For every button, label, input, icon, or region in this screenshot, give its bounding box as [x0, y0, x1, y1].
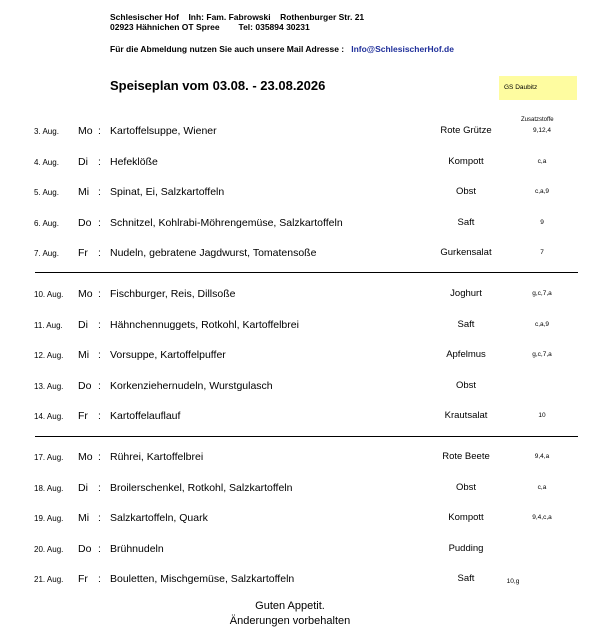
menu-row	[0, 125, 600, 145]
menu-colon: :	[98, 410, 101, 422]
menu-meal: Korkenziehernudeln, Wurstgulasch	[110, 379, 273, 392]
menu-colon: :	[98, 247, 101, 259]
menu-meal: Brühnudeln	[110, 542, 164, 555]
menu-date: 7. Aug.	[34, 249, 59, 258]
menu-row	[0, 156, 600, 176]
menu-row	[0, 288, 600, 308]
menu-weekday: Do	[78, 542, 92, 555]
menu-dessert: Obst	[455, 379, 477, 391]
menu-date: 18. Aug.	[34, 483, 64, 493]
menu-date: 10. Aug.	[34, 290, 64, 299]
menu-colon: :	[98, 318, 101, 331]
menu-weekday: Di	[78, 481, 88, 494]
menu-weekday: Mo	[78, 288, 93, 300]
menu-colon: :	[98, 451, 101, 463]
menu-date: 3. Aug.	[34, 127, 59, 136]
menu-colon: :	[98, 125, 101, 137]
restaurant-street: Rothenburger Str. 21	[280, 12, 365, 22]
menu-meal: Rührei, Kartoffelbrei	[110, 451, 204, 463]
menu-date: 20. Aug.	[34, 544, 64, 554]
menu-dessert: Gurkensalat	[440, 247, 492, 258]
menu-row	[0, 186, 600, 206]
menu-additives: g,c,7,a	[532, 290, 552, 297]
menu-row	[0, 543, 600, 563]
menu-row	[0, 247, 600, 267]
menu-meal: Salzkartoffeln, Quark	[110, 512, 208, 524]
menu-weekday: Mo	[78, 125, 93, 137]
menu-weekday: Fr	[78, 573, 88, 585]
restaurant-name: Schlesischer Hof	[110, 12, 179, 22]
menu-date: 19. Aug.	[34, 514, 64, 523]
menu-colon: :	[98, 542, 101, 555]
menu-weekday: Fr	[78, 410, 88, 422]
menu-weekday: Mo	[78, 451, 93, 463]
menu-dessert: Joghurt	[450, 288, 482, 299]
menu-date: 12. Aug.	[34, 351, 64, 360]
menu-dessert: Apfelmus	[446, 349, 486, 360]
menu-date: 11. Aug.	[34, 320, 63, 330]
week-divider	[35, 272, 578, 273]
menu-date: 6. Aug.	[34, 218, 59, 228]
menu-meal: Hefeklöße	[110, 155, 158, 168]
menu-colon: :	[98, 379, 101, 392]
header-line-2	[110, 22, 310, 32]
menu-additives: c,a,9	[534, 188, 550, 195]
menu-weekday: Di	[78, 318, 88, 331]
mail-note: Für die Abmeldung nutzen Sie auch unsere Mail Adresse :	[110, 44, 345, 54]
menu-dessert: Saft	[457, 318, 475, 330]
menu-dessert: Obst	[455, 481, 477, 493]
menu-additives: c,a	[537, 483, 547, 491]
menu-additives: 10,g	[506, 578, 520, 585]
menu-dessert: Saft	[457, 573, 475, 584]
menu-meal: Bouletten, Mischgemüse, Salzkartoffeln	[110, 573, 295, 585]
menu-dessert: Rote Grütze	[440, 125, 492, 136]
week-divider	[35, 436, 578, 437]
menu-colon: :	[98, 288, 101, 300]
menu-additives: c,a	[537, 157, 547, 165]
menu-row	[0, 482, 600, 502]
menu-date: 13. Aug.	[34, 381, 64, 391]
zusatzstoffe-header: Zusatzstoffe	[521, 117, 554, 123]
menu-colon: :	[98, 349, 101, 361]
menu-colon: :	[98, 155, 101, 168]
menu-meal: Spinat, Ei, Salzkartoffeln	[110, 186, 225, 198]
menu-meal: Kartoffelsuppe, Wiener	[110, 125, 217, 137]
menu-row	[0, 217, 600, 237]
restaurant-phone: Tel: 035894 30231	[238, 22, 310, 32]
menu-colon: :	[98, 512, 101, 524]
menu-row	[0, 349, 600, 369]
menu-meal: Kartoffelauflauf	[110, 410, 181, 422]
restaurant-owner: Inh: Fam. Fabrowski	[188, 12, 271, 22]
menu-dessert: Krautsalat	[444, 410, 488, 421]
menu-weekday: Do	[78, 379, 92, 392]
menu-weekday: Di	[78, 155, 88, 168]
header-line-1	[110, 12, 364, 22]
menu-meal: Fischburger, Reis, Dillsoße	[110, 288, 236, 300]
menu-title: Speiseplan vom 03.08. - 23.08.2026	[110, 78, 326, 93]
menu-meal: Vorsuppe, Kartoffelpuffer	[110, 349, 226, 361]
menu-additives: 9,12,4	[532, 127, 552, 134]
menu-dessert: Saft	[457, 216, 475, 228]
footer-note: Änderungen vorbehalten	[229, 615, 351, 627]
menu-dessert: Kompott	[448, 512, 484, 523]
footer-greeting: Guten Appetit.	[255, 600, 325, 612]
menu-date: 17. Aug.	[34, 453, 64, 462]
menu-meal: Schnitzel, Kohlrabi-Möhrengemüse, Salzkartoffeln	[110, 216, 343, 229]
menu-additives: 9,4,a	[534, 453, 550, 460]
menu-additives: g,c,7,a	[532, 351, 552, 358]
menu-date: 4. Aug.	[34, 157, 59, 167]
menu-date: 14. Aug.	[34, 412, 64, 421]
menu-row	[0, 573, 600, 593]
menu-weekday: Do	[78, 216, 92, 229]
menu-dessert: Obst	[455, 186, 477, 197]
school-label: GS Daubitz	[499, 76, 577, 100]
menu-additives: 10	[538, 412, 546, 419]
menu-additives: 7	[540, 249, 544, 256]
menu-row	[0, 410, 600, 430]
menu-colon: :	[98, 573, 101, 585]
mail-address[interactable]: Info@SchlesischerHof.de	[351, 44, 454, 54]
menu-additives: c,a,9	[534, 320, 550, 328]
menu-row	[0, 380, 600, 400]
menu-colon: :	[98, 481, 101, 494]
menu-meal: Nudeln, gebratene Jagdwurst, Tomatensoße	[110, 247, 317, 259]
menu-weekday: Mi	[78, 349, 90, 361]
menu-row	[0, 319, 600, 339]
menu-weekday: Fr	[78, 247, 88, 259]
menu-meal: Broilerschenkel, Rotkohl, Salzkartoffeln	[110, 481, 293, 494]
menu-date: 21. Aug.	[34, 575, 64, 584]
menu-colon: :	[98, 216, 101, 229]
menu-dessert: Kompott	[448, 155, 484, 167]
menu-row	[0, 512, 600, 532]
menu-additives: 9,4,c,a	[532, 514, 552, 521]
menu-weekday: Mi	[78, 512, 90, 524]
menu-dessert: Rote Beete	[442, 451, 490, 462]
menu-date: 5. Aug.	[34, 188, 59, 197]
restaurant-city: 02923 Hähnichen OT Spree	[110, 22, 220, 32]
menu-weekday: Mi	[78, 186, 90, 198]
menu-row	[0, 451, 600, 471]
menu-colon: :	[98, 186, 101, 198]
menu-meal: Hähnchennuggets, Rotkohl, Kartoffelbrei	[110, 318, 299, 331]
header-line-3	[110, 44, 454, 54]
menu-dessert: Pudding	[448, 542, 484, 554]
menu-additives: 9	[540, 218, 544, 226]
